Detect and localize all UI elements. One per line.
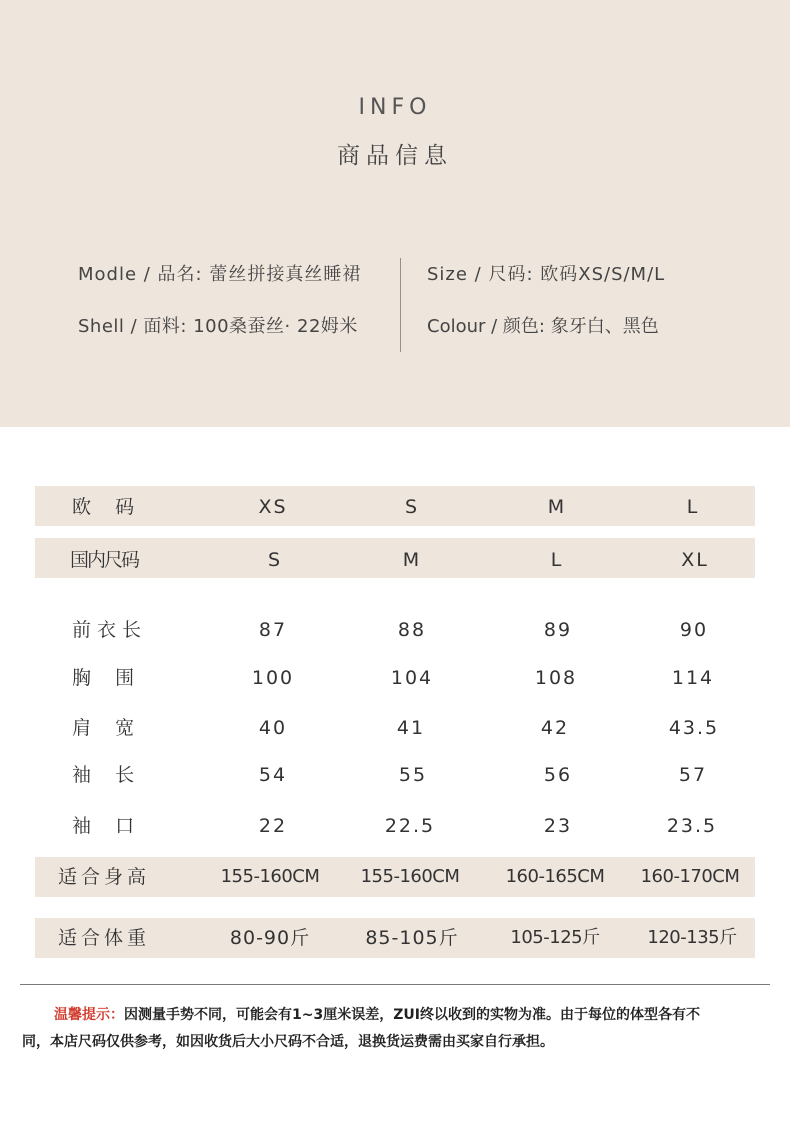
cell: 100 <box>251 667 295 689</box>
cell: 42 <box>540 717 570 739</box>
cell: XS <box>258 496 288 518</box>
cell: 114 <box>671 667 715 689</box>
cell: 40 <box>258 717 288 739</box>
cell: M <box>547 496 567 518</box>
cell: 54 <box>258 764 288 786</box>
row-label: 国内尺码 <box>70 549 139 571</box>
row-label: 袖 口 <box>72 815 139 837</box>
cell: 80-90斤 <box>229 927 311 949</box>
cell: 104 <box>390 667 434 689</box>
row-label: 欧 码 <box>72 496 139 518</box>
cell: 57 <box>678 764 708 786</box>
size-info: Size / 尺码: 欧码XS/S/M/L <box>427 264 666 285</box>
notice-line-1: 因测量手势不同，可能会有1~3厘米误差，ZUI终以收到的实物为准。由于每位的体型各有不 <box>124 1007 700 1023</box>
cell: L <box>686 496 700 518</box>
cell: 120-135斤 <box>647 927 737 948</box>
cell: 90 <box>679 619 709 641</box>
notice-divider <box>20 984 770 985</box>
cell: 87 <box>258 619 288 641</box>
info-separator <box>400 258 401 352</box>
cell: 88 <box>397 619 427 641</box>
cell: 160-165CM <box>505 866 605 887</box>
row-label: 胸 围 <box>72 667 139 689</box>
cell: 89 <box>543 619 573 641</box>
cell: 85-105斤 <box>365 927 459 949</box>
cell: XL <box>681 549 709 571</box>
notice-line-2: 同，本店尺码仅供参考，如因收货后大小尺码不合适，退换货运费需由买家自行承担。 <box>22 1034 554 1050</box>
row-label: 前衣长 <box>72 619 148 641</box>
cell: 155-160CM <box>220 866 320 887</box>
shell-fabric: Shell / 面料: 100桑蚕丝· 22姆米 <box>78 316 358 337</box>
cell: 23.5 <box>666 815 718 837</box>
cell: 55 <box>398 764 428 786</box>
cell: 41 <box>396 717 426 739</box>
cell: L <box>550 549 564 571</box>
notice-text <box>22 1002 772 1056</box>
notice-label: 温馨提示： <box>54 1007 124 1023</box>
cell: 22 <box>258 815 288 837</box>
row-label: 适合体重 <box>58 927 151 949</box>
cell: 56 <box>543 764 573 786</box>
model-name: Modle / 品名: 蕾丝拼接真丝睡裙 <box>78 264 362 285</box>
info-header-panel <box>0 0 790 427</box>
row-label: 适合身高 <box>58 866 151 888</box>
cell: 108 <box>534 667 578 689</box>
info-title-en: INFO <box>358 95 432 120</box>
cell: S <box>404 496 420 518</box>
cell: 160-170CM <box>640 866 740 887</box>
cell: 155-160CM <box>360 866 460 887</box>
info-title-zh: 商品信息 <box>337 143 453 169</box>
cell: 22.5 <box>384 815 436 837</box>
row-label: 袖 长 <box>72 764 139 786</box>
cell: 23 <box>543 815 573 837</box>
row-label: 肩 宽 <box>72 717 139 739</box>
colour-info: Colour / 颜色: 象牙白、黑色 <box>427 316 659 337</box>
cell: 105-125斤 <box>510 927 600 948</box>
cell: S <box>267 549 283 571</box>
cell: 43.5 <box>668 717 720 739</box>
cell: M <box>402 549 422 571</box>
